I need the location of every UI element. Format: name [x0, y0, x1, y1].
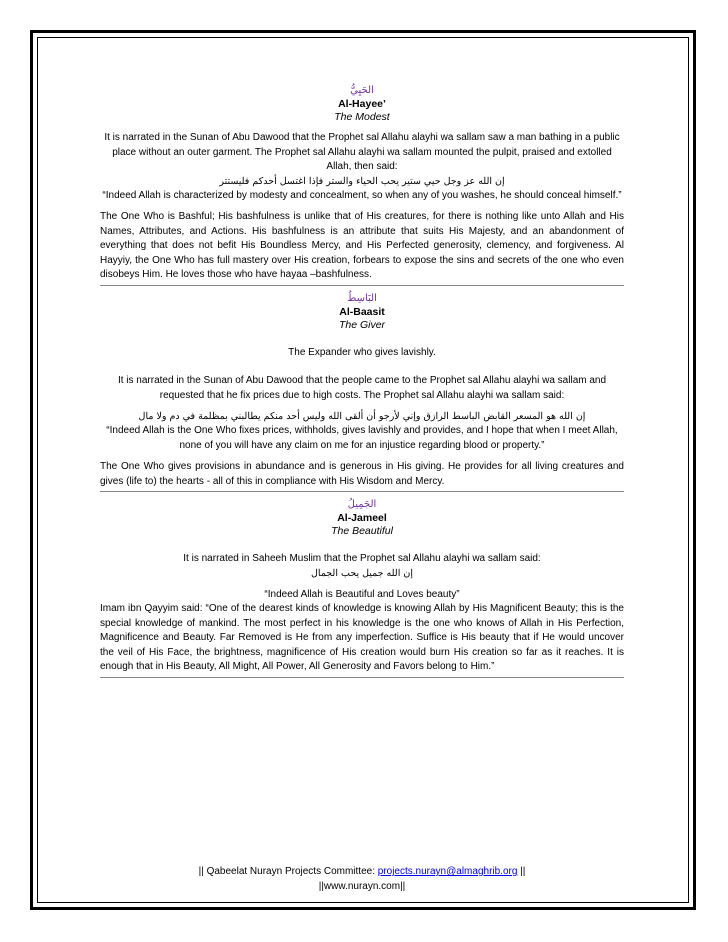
arabic-name: الجَمِيلُ	[347, 499, 377, 510]
arabic-name: البَاسِطُ	[347, 292, 377, 304]
arabic-hadith: إن الله هو المسعر القابض الباسط الرازق وإني لأرجو أن ألقى الله وليس أحد منكم يطالبني بمظلمة في دم ولا مال	[138, 411, 586, 422]
narration-text: It is narrated in the Sunan of Abu Dawood that the people came to the Prophet sal Allahu alayhi wa sallam and requested that he fix prices due to high costs. The Prophet sal Allahu alayhi wa sallam said:	[117, 375, 607, 401]
hadith-translation: “Indeed Allah is Beautiful and Loves beauty”	[264, 588, 460, 600]
name-description: The Expander who gives lavishly.	[288, 346, 436, 358]
footer-email-link[interactable]: projects.nurayn@almaghrib.org	[377, 866, 518, 877]
explanation-text: Imam ibn Qayyim said: “One of the dearest kinds of knowledge is knowing Allah by His Magnificent Beauty; this is the special knowledge of mankind. The most perfect in his knowledge is the one who knows of Allah in His Perfection, Magnificence and Beauty. Far Removed is He from any imperfection. Suffice is His beauty that if He would uncover the veil of His Face, the brightness, magnificence of His creation would burn His creation so far as it reaches. It is enough that in His Beauty, All Might, All Power, All Generosity and Favors belong to Him.”	[100, 603, 624, 672]
name-section-al-jameel	[100, 492, 624, 678]
section-subtitle: The Beautiful	[331, 525, 393, 537]
footer-committee-line	[100, 864, 624, 879]
explanation-text: The One Who gives provisions in abundance and is generous in His giving. He provides for all living creatures and gives (life to) the hearts - all of this in compliance with His Wisdom and Mercy.	[100, 461, 624, 487]
section-title: Al-Jameel	[337, 512, 387, 524]
explanation-text: The One Who is Bashful; His bashfulness is unlike that of His creatures, for there is nothing like unto Allah and His Names, Attributes, and Actions. His bashfulness is an attribute that suits His Majesty, and an abandonment of everything that does not befit His Boundless Mercy, and His Perfected generosity, clemency, and forgiveness. Al Hayyiy, the One Who has full mastery over His creation, forbears to expose the sins and secrets of the one who even disobeys Him. He loves those who have hayaa –bashfulness.	[100, 211, 624, 280]
arabic-hadith: إن الله عز وجل حيي ستير يحب الحياء والستر فإذا اغتسل أحدكم فليستتر	[219, 175, 505, 187]
section-title: Al-Baasit	[339, 305, 385, 318]
name-section-al-hayee	[100, 78, 624, 286]
footer-prefix: || Qabeelat Nurayn Projects Committee:	[198, 866, 378, 877]
footer-suffix: ||	[517, 866, 526, 877]
page-footer	[100, 864, 624, 894]
arabic-hadith: إن الله جميل يحب الجمال	[311, 567, 413, 579]
section-subtitle: The Giver	[338, 318, 386, 331]
document-body	[100, 78, 624, 678]
footer-website: ||www.nurayn.com||	[318, 881, 406, 892]
hadith-translation: “Indeed Allah is characterized by modesty and concealment, so when any of you washes, he should conceal himself.”	[102, 189, 622, 201]
narration-text: It is narrated in the Sunan of Abu Dawood that the Prophet sal Allahu alayhi wa sallam saw a man bathing in a public place without an outer garment. The Prophet sal Allahu alayhi wa sallam mounted the pulpit, praised and extolled Allah, then said:	[104, 132, 620, 172]
name-section-al-baasit	[100, 286, 624, 493]
hadith-translation: “Indeed Allah is the One Who fixes prices, withholds, gives lavishly and provides, and I hope that when I meet Allah, none of you will have any claim on me for an injustice regarding blood or property.”	[106, 425, 618, 451]
section-title: Al-Hayee’	[338, 98, 386, 110]
section-subtitle: The Modest	[334, 111, 390, 123]
narration-text: It is narrated in Saheeh Muslim that the Prophet sal Allahu alayhi wa sallam said:	[183, 553, 541, 564]
arabic-name: الحَيِيُّ	[350, 85, 374, 96]
